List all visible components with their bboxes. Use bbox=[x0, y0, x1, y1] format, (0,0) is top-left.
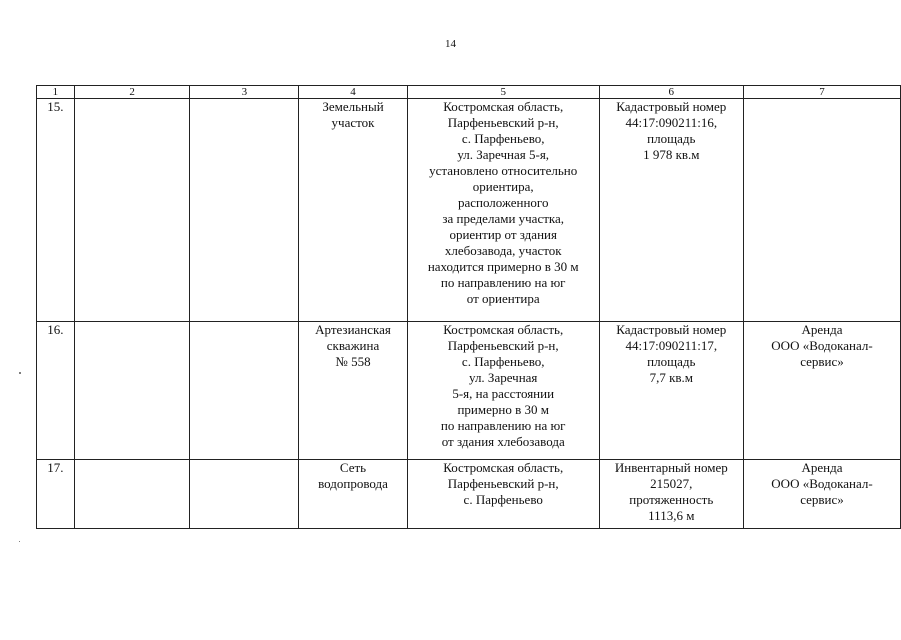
cell-col3 bbox=[190, 322, 299, 460]
column-header: 7 bbox=[743, 86, 900, 99]
object-note: Аренда ООО «Водоканал- сервис» bbox=[743, 460, 900, 529]
scan-speck bbox=[19, 541, 20, 542]
object-address: Костромская область, Парфеньевский р-н, с. Парфеньево, ул. Заречная 5-я, установлено относительно ориентира, расположенного за пределами участка, ориентир от здания хлебозавода, участок находится примерно в 30 м по направлению на юг от ориентира bbox=[407, 99, 599, 322]
cell-col2 bbox=[74, 460, 190, 529]
object-details: Инвентарный номер 215027, протяженность 1113,6 м bbox=[599, 460, 743, 529]
scan-speck bbox=[19, 372, 21, 374]
object-address: Костромская область, Парфеньевский р-н, с. Парфеньево bbox=[407, 460, 599, 529]
column-header: 2 bbox=[74, 86, 190, 99]
property-table bbox=[36, 85, 901, 529]
object-address: Костромская область, Парфеньевский р-н, с. Парфеньево, ул. Заречная 5-я, на расстоянии примерно в 30 м по направлению на юг от здания хлебозавода bbox=[407, 322, 599, 460]
table-row bbox=[37, 99, 901, 322]
column-header: 4 bbox=[299, 86, 408, 99]
cell-col2 bbox=[74, 99, 190, 322]
column-header: 3 bbox=[190, 86, 299, 99]
object-details: Кадастровый номер 44:17:090211:17, площадь 7,7 кв.м bbox=[599, 322, 743, 460]
object-name: Земельный участок bbox=[299, 99, 408, 322]
object-name: Сеть водопровода bbox=[299, 460, 408, 529]
row-number: 15. bbox=[37, 99, 75, 322]
column-header: 1 bbox=[37, 86, 75, 99]
table-row bbox=[37, 322, 901, 460]
column-header: 5 bbox=[407, 86, 599, 99]
row-number: 17. bbox=[37, 460, 75, 529]
object-details: Кадастровый номер 44:17:090211:16, площадь 1 978 кв.м bbox=[599, 99, 743, 322]
object-note: Аренда ООО «Водоканал- сервис» bbox=[743, 322, 900, 460]
object-name: Артезианская скважина № 558 bbox=[299, 322, 408, 460]
header-row bbox=[37, 86, 901, 99]
row-number: 16. bbox=[37, 322, 75, 460]
cell-col3 bbox=[190, 460, 299, 529]
object-note bbox=[743, 99, 900, 322]
cell-col3 bbox=[190, 99, 299, 322]
cell-col2 bbox=[74, 322, 190, 460]
page-number: 14 bbox=[445, 38, 456, 50]
column-header: 6 bbox=[599, 86, 743, 99]
table-row bbox=[37, 460, 901, 529]
